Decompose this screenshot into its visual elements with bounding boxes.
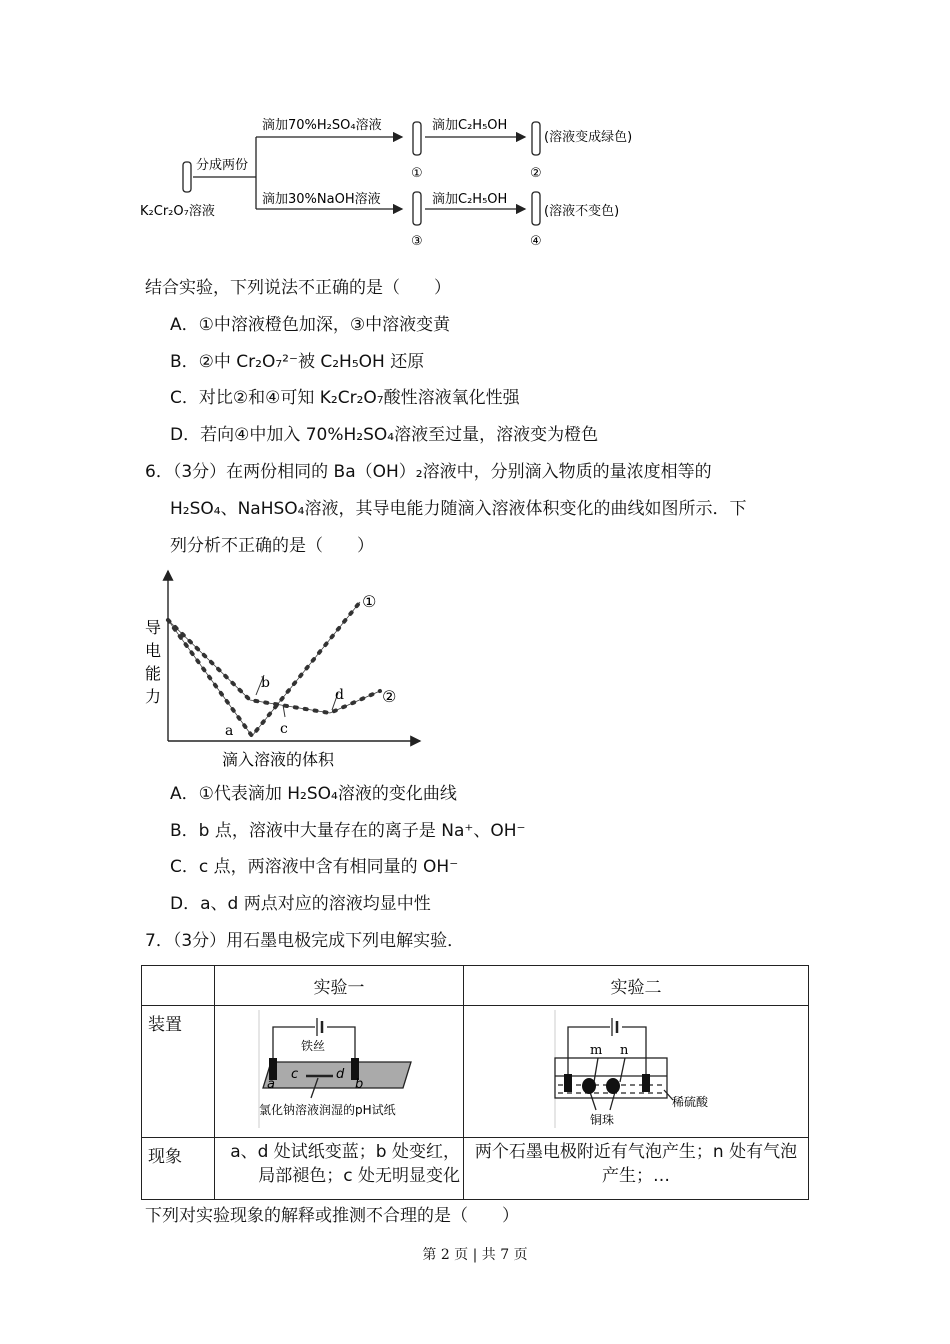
dilute-acid-label: 稀硫酸 (672, 1095, 709, 1109)
exp2-diagram (470, 1010, 800, 1128)
tube-label-4: ④ (530, 234, 542, 249)
exp1-diagram (221, 1010, 457, 1128)
result-top: (溶液变成绿色) (544, 130, 633, 145)
experiment-flow-diagram (140, 105, 670, 255)
y-label-1: 导 (145, 618, 162, 637)
start-label: K₂Cr₂O₇溶液 (140, 204, 215, 219)
header-exp2: 实验二 (464, 966, 809, 1006)
y-label-3: 能 (145, 664, 162, 683)
q6-option-c: C．c 点，两溶液中含有相同量的 OH⁻ (170, 857, 459, 877)
split-label: 分成两份 (196, 158, 249, 173)
q5-option-d: D．若向④中加入 70%H₂SO₄溶液至过量，溶液变为橙色 (170, 425, 599, 445)
q5-stem: 结合实验，下列说法不正确的是（ ） (145, 278, 451, 298)
curve-1-line (168, 602, 360, 736)
q6-option-a: A．①代表滴加 H₂SO₄溶液的变化曲线 (170, 784, 457, 804)
tube-label-1: ① (411, 166, 423, 181)
q6-stem-line1: 6．（3分）在两份相同的 Ba（OH）₂溶液中，分别滴入物质的量浓度相等的 (145, 462, 712, 482)
point-c: c (280, 721, 288, 737)
row-label-phenomenon: 现象 (142, 1138, 215, 1200)
conductivity-chart (140, 565, 430, 770)
curve-2-line (168, 620, 380, 713)
exp2-apparatus (464, 1006, 809, 1138)
q5-option-c: C．对比②和④可知 K₂Cr₂O₇酸性溶液氧化性强 (170, 388, 520, 408)
tube-label-3: ③ (411, 234, 423, 249)
y-label-4: 力 (145, 687, 162, 706)
copper-beads-label: 铜珠 (590, 1113, 615, 1127)
q5-option-a: A．①中溶液橙色加深，③中溶液变黄 (170, 315, 451, 335)
top-add-label: 滴加70%H₂SO₄溶液 (262, 118, 382, 133)
experiment-table (141, 965, 809, 1200)
result-bottom: (溶液不变色) (544, 204, 620, 219)
point-b: b (261, 675, 270, 691)
label-n: n (620, 1043, 629, 1058)
ethanol-label-top: 滴加C₂H₅OH (432, 118, 508, 133)
q7-after-text: 下列对实验现象的解释或推测不合理的是（ ） (145, 1206, 519, 1226)
point-d: d (335, 687, 344, 703)
row-label-apparatus: 装置 (142, 1006, 215, 1138)
iron-wire-label: 铁丝 (301, 1039, 326, 1053)
label-a: a (267, 1077, 275, 1092)
q6-option-d: D．a、d 两点对应的溶液均显中性 (170, 894, 431, 914)
q5-option-b: B．②中 Cr₂O₇²⁻被 C₂H₅OH 还原 (170, 352, 425, 372)
header-empty (142, 966, 215, 1006)
curve-label-2: ② (382, 687, 397, 706)
ethanol-label-bottom: 滴加C₂H₅OH (432, 192, 508, 207)
x-label: 滴入溶液的体积 (222, 750, 335, 769)
y-label-2: 电 (145, 641, 162, 660)
q6-option-b: B．b 点，溶液中大量存在的离子是 Na⁺、OH⁻ (170, 821, 526, 841)
label-c: c (291, 1067, 299, 1082)
label-d: d (336, 1067, 345, 1082)
q6-stem-line3: 列分析不正确的是（ ） (170, 536, 374, 556)
ph-paper-label: 氯化钠溶液润湿的pH试纸 (259, 1103, 396, 1117)
q7-stem: 7．（3分）用石墨电极完成下列电解实验． (145, 931, 465, 951)
exp2-phenomenon: 两个石墨电极附近有气泡产生；n 处有气泡产生；… (464, 1138, 809, 1200)
exp1-apparatus (215, 1006, 464, 1138)
q6-stem-line2: H₂SO₄、NaHSO₄溶液，其导电能力随滴入溶液体积变化的曲线如图所示．下 (170, 499, 747, 519)
label-m: m (590, 1043, 603, 1058)
label-b: b (355, 1077, 364, 1092)
exp1-phenomenon: a、d 处试纸变蓝；b 处变红，局部褪色；c 处无明显变化 (215, 1138, 464, 1200)
curve-1 (168, 602, 360, 736)
curve-2 (168, 620, 380, 713)
header-exp1: 实验一 (215, 966, 464, 1006)
tube-label-2: ② (530, 166, 542, 181)
page-footer: 第 2 页 | 共 7 页 (422, 1247, 528, 1263)
point-a: a (225, 723, 234, 739)
curve-label-1: ① (362, 592, 377, 611)
bottom-add-label: 滴加30%NaOH溶液 (262, 192, 381, 207)
